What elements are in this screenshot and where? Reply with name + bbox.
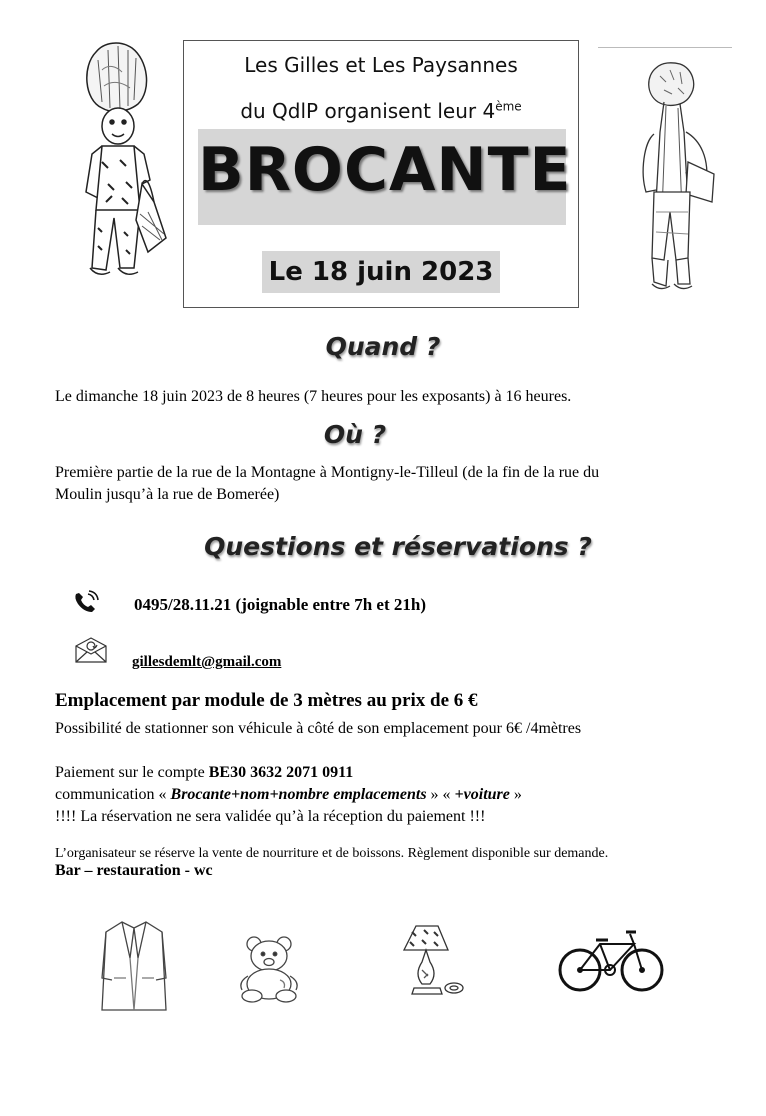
page-title: BROCANTE bbox=[198, 135, 572, 205]
phone-number[interactable]: 0495/28.11.21 (joignable entre 7h et 21h) bbox=[134, 595, 426, 614]
parking-text: Possibilité de stationner son véhicule à côté de son emplacement pour 6€ /4mètres bbox=[55, 720, 582, 737]
edition-text: du QdlP organisent leur 4 bbox=[240, 99, 496, 123]
organizer-note: L’organisateur se réserve la vente de nourriture et de boissons. Règlement disponible sur demande. bbox=[55, 846, 609, 861]
teddy-bear-illustration bbox=[236, 934, 308, 1004]
gille-illustration bbox=[62, 42, 174, 288]
payment-prefix: Paiement sur le compte bbox=[55, 764, 209, 781]
title-band bbox=[198, 129, 572, 225]
when-text: Le dimanche 18 juin 2023 de 8 heures (7 heures pour les exposants) à 16 heures. bbox=[55, 388, 572, 405]
comm-main: Brocante+nom+nombre emplacements bbox=[170, 786, 427, 803]
comm-car: +voiture bbox=[454, 786, 510, 803]
comm-prefix: communication « bbox=[55, 786, 171, 803]
comm-suffix: » bbox=[509, 786, 522, 803]
edition-line bbox=[184, 99, 578, 123]
iban: BE30 3632 2071 0911 bbox=[208, 764, 354, 781]
where-heading: Où ? bbox=[323, 420, 387, 449]
edition-superscript: ème bbox=[495, 99, 522, 114]
top-right-rule bbox=[598, 47, 732, 48]
header-box bbox=[183, 40, 579, 308]
organizers-line: Les Gilles et Les Paysannes bbox=[244, 53, 518, 77]
phone-icon bbox=[72, 590, 100, 616]
event-date: Le 18 juin 2023 bbox=[268, 257, 494, 287]
communication-line bbox=[55, 784, 522, 806]
contact-heading: Questions et réservations ? bbox=[204, 532, 592, 561]
email-link[interactable]: gillesdemlt@gmail.com bbox=[132, 654, 282, 670]
date-band bbox=[262, 251, 500, 293]
payment-warning: !!!! La réservation ne sera validée qu’à la réception du paiement !!! bbox=[55, 808, 486, 825]
comm-mid: » « bbox=[426, 786, 455, 803]
services-text: Bar – restauration - wc bbox=[55, 862, 213, 879]
payment-block bbox=[55, 762, 522, 828]
when-heading: Quand ? bbox=[325, 332, 441, 361]
lamp-illustration bbox=[400, 922, 470, 1002]
pricing-headline: Emplacement par module de 3 mètres au prix de 6 € bbox=[55, 690, 478, 711]
payment-line bbox=[55, 762, 522, 784]
where-line-2: Moulin jusqu’à la rue de Bomerée) bbox=[55, 486, 280, 503]
jacket-illustration bbox=[100, 918, 168, 1014]
where-text bbox=[55, 462, 599, 506]
bicycle-illustration bbox=[556, 926, 666, 994]
paysanne-illustration bbox=[626, 62, 722, 298]
where-line-1: Première partie de la rue de la Montagne à Montigny-le-Tilleul (de la fin de la rue du bbox=[55, 464, 600, 481]
email-icon bbox=[74, 636, 108, 664]
